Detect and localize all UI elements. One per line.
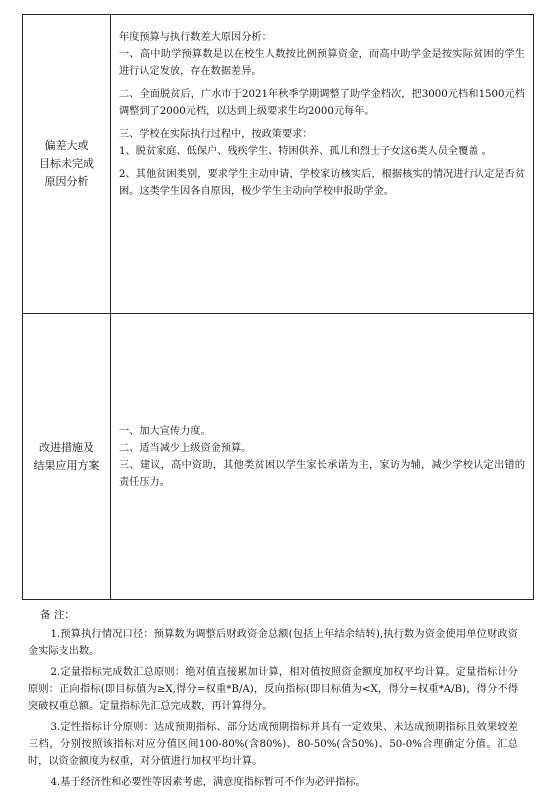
row-label: 改进措施及 结果应用方案 — [33, 440, 100, 472]
analysis-point-1: 一、高中助学预算数是以在校生人数按比例预算资金，而高中助学金是按实际贫困的学生进行认定发放，存在数据差异。 — [119, 49, 525, 77]
row-label: 偏差大或 目标未完成 原因分析 — [39, 139, 94, 188]
row-label-cell — [23, 314, 111, 599]
row-content-cell — [111, 15, 533, 313]
analysis-table — [22, 14, 534, 600]
measure-2: 二、适当减少上级资金预算。 — [119, 442, 252, 454]
note-item-2: 2.定量指标完成数汇总原则：绝对值直接累加计算，相对值按照资金额度加权平均计算。定量指标计分原则：正向指标(即目标值为≥X,得分=权重*B/A)，反向指标(即目标值为<X，得分=权重*A/B)，得分不得突破权重总额。定量指标先汇总完成数，再计算得分。 — [28, 667, 518, 712]
analysis-subpoint-1: 1、脱贫家庭、低保户、残疾学生、特困供养、孤儿和烈士子女这6类人员全覆盖 。 — [119, 146, 492, 157]
note-item-1: 1.预算执行情况口径：预算数为调整后财政资金总额(包括上年结余结转),执行数为资金使用单位财政资金实际支出数。 — [28, 629, 518, 657]
analysis-point-2: 二、全面脱贫后，广水市于2021年秋季学期调整了助学金档次，把3000元档和1500元档调整到了2000元档，以达到上级要求生均2000元每年。 — [119, 89, 525, 117]
notes-title: 备 注： — [40, 609, 75, 621]
analysis-subpoint-2: 2、其他贫困类别，要求学生主动申请，学校家访核实后，根据核实的情况进行认定是否贫困。这类学生因各自原因，极少学生主动向学校申报助学金。 — [119, 169, 525, 197]
table-row-improvement-measures — [22, 313, 534, 600]
note-item-4: 4.基于经济性和必要性等因素考虑，满意度指标暂可不作为必评指标。 — [50, 777, 366, 788]
note-item-3: 3.定性指标计分原则：达成预期指标、部分达成预期指标并具有一定效果、未达成预期指标且效果较差三档，分别按照该指标对应分值区间100-80%(含80%)、80-50%(含50%)、50-0%合理确定分值。汇总时，以资金额度为权重，对分值进行加权平均计算。 — [28, 722, 518, 767]
row-content-cell — [111, 314, 533, 599]
analysis-point-3: 三、学校在实际执行过程中，按政策要求： — [119, 129, 313, 140]
analysis-heading: 年度预算与执行数差大原因分析： — [119, 32, 272, 43]
row-label-cell — [23, 15, 111, 313]
table-row-deviation-analysis — [22, 14, 534, 313]
measure-3: 三、建议，高中资助，其他类贫困以学生家长承诺为主，家访为辅，减少学校认定出错的责任压力。 — [119, 459, 525, 488]
notes-section — [28, 606, 518, 795]
measure-1: 一、加大宣传力度。 — [119, 425, 211, 437]
